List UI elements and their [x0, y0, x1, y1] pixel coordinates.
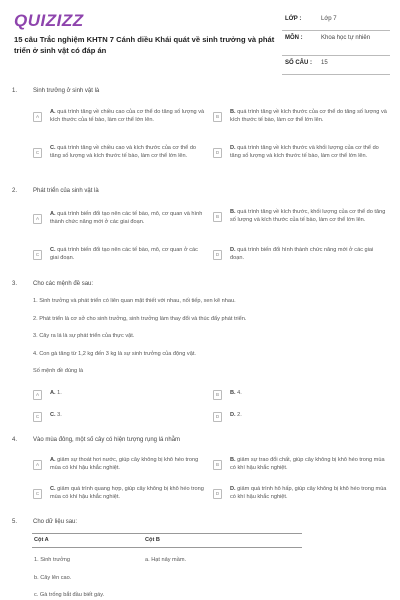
option-text: quá trình biến đổi hình thành chức năng mới ở các giai đoạn.: [230, 247, 374, 262]
meta-label: SỐ CÂU :: [285, 60, 312, 66]
option-box[interactable]: C: [33, 489, 42, 499]
table-cell: b. Cây lên cao.: [34, 575, 72, 581]
question-number: 3.: [12, 281, 18, 287]
question-number: 2.: [12, 188, 18, 194]
question-text: Vào mùa đông, một số cây có hiện tượng rụng lá nhằm: [33, 437, 181, 443]
question-number: 4.: [12, 437, 18, 443]
option-box[interactable]: B: [213, 212, 222, 222]
meta-value: Lớp 7: [321, 16, 337, 22]
question-number: 5.: [12, 519, 18, 525]
meta-row-subject: [282, 31, 390, 56]
option-text: quá trình tăng về kích thước và khối lượng của cơ thể do tăng số lượng và kích thước tế bào, làm cơ thể lớn lên.: [230, 145, 379, 160]
option-letter: B.: [230, 457, 236, 463]
option-letter: B.: [230, 390, 236, 396]
meta-row-count: [282, 56, 390, 75]
statement-3: 3. Cây ra lá là sự phát triển của thực vật.: [33, 333, 135, 339]
option-box[interactable]: A: [33, 214, 42, 224]
option-box[interactable]: D: [213, 489, 222, 499]
option-letter: C.: [50, 412, 56, 418]
option-box[interactable]: D: [213, 148, 222, 158]
option-box[interactable]: A: [33, 460, 42, 470]
option-letter: B.: [230, 209, 236, 215]
option-letter: C.: [50, 486, 56, 492]
question-text: Cho các mệnh đề sau:: [33, 281, 94, 287]
option-text: giảm sự thoát hơi nước, giúp cây không bị khô héo trong mùa có khí hậu khắc nghiệt.: [50, 457, 199, 472]
worksheet-title: 15 câu Trắc nghiệm KHTN 7 Cánh diều Khái quát về sinh trưởng và phát triển ở sinh vật có đáp án: [14, 35, 275, 55]
table-cell: 1. Sinh trưởng: [34, 557, 71, 563]
meta-row-class: [282, 12, 390, 31]
option-letter: C.: [50, 247, 56, 253]
option-text: giảm sự trao đổi chất, giúp cây không bị khô héo trong mùa có khí hậu khắc nghiệt.: [230, 457, 385, 472]
option-text: quá trình tăng về chiều cao của cơ thể do tăng số lượng và kích thước của tế bào, làm cơ thể lớn lên.: [50, 109, 205, 124]
option-letter: D.: [230, 412, 236, 418]
option-text: quá trình biến đổi tạo nên các tế bào, mô, cơ quan và hình thành chức năng mới ở các giai đoạn.: [50, 211, 203, 226]
table-divider: [32, 547, 302, 548]
table-header: Cột B: [145, 537, 160, 543]
option-text: 4.: [237, 390, 242, 396]
table-cell: c. Gà trống bắt đầu biết gáy.: [34, 592, 105, 598]
meta-label: LỚP :: [285, 16, 302, 22]
option-box[interactable]: B: [213, 390, 222, 400]
question-text: Phát triển của sinh vật là: [33, 188, 99, 194]
option-letter: B.: [230, 109, 236, 115]
option-box[interactable]: C: [33, 412, 42, 422]
option-text: quá trình tăng về kích thước của cơ thể do tăng số lượng và kích thước tế bào, làm cơ thể lớn lên.: [230, 109, 387, 124]
option-box[interactable]: C: [33, 250, 42, 260]
option-text: 1.: [57, 390, 62, 396]
option-letter: A.: [50, 211, 56, 217]
option-box[interactable]: A: [33, 112, 42, 122]
statement-2: 2. Phát triển là cơ sở cho sinh trưởng, sinh trưởng làm thay đổi và thúc đẩy phát triển.: [33, 316, 247, 322]
option-letter: A.: [50, 109, 56, 115]
option-text: quá trình tăng về chiều cao và kích thước của cơ thể do tăng số lượng và kích thước tế bào, làm cơ thể lớn lên.: [50, 145, 197, 160]
option-text: giảm quá trình quang hợp, giúp cây không bị khô héo trong mùa có khí hậu khắc nghiệt.: [50, 486, 204, 501]
option-letter: D.: [230, 486, 236, 492]
worksheet-meta: [282, 12, 390, 75]
question-text: Cho dữ liệu sau:: [33, 519, 78, 525]
option-text: 2.: [237, 412, 242, 418]
option-letter: A.: [50, 390, 56, 396]
worksheet-header: [0, 0, 400, 80]
statement-4: 4. Con gà tăng từ 1,2 kg đến 3 kg là sự sinh trưởng của động vật.: [33, 351, 196, 357]
option-text: quá trình tăng về kích thước, khối lượng của cơ thể do tăng số lượng và kích thước của tế bào, làm cơ thể lớn lên.: [230, 209, 386, 224]
option-letter: A.: [50, 457, 56, 463]
option-box[interactable]: B: [213, 112, 222, 122]
option-box[interactable]: A: [33, 390, 42, 400]
option-letter: D.: [230, 145, 236, 151]
question-number: 1.: [12, 88, 18, 94]
statement-1: 1. Sinh trưởng và phát triển có liên quan mật thiết với nhau, nối tiếp, xen kẽ nhau.: [33, 298, 236, 304]
option-letter: C.: [50, 145, 56, 151]
quizizz-logo[interactable]: QUIZIZZ: [14, 11, 84, 30]
question-text: Sinh trưởng ở sinh vật là: [33, 88, 100, 94]
option-text: 3.: [57, 412, 62, 418]
option-box[interactable]: D: [213, 412, 222, 422]
table-cell: a. Hạt nảy mầm.: [145, 557, 187, 563]
table-header: Cột A: [34, 537, 49, 543]
matching-table: [32, 533, 302, 598]
option-box[interactable]: D: [213, 250, 222, 260]
option-text: quá trình biến đổi tạo nên các tế bào, mô, cơ quan ở các giai đoạn.: [50, 247, 198, 262]
option-text: giảm quá trình hô hấp, giúp cây không bị khô héo trong mùa có khí hậu khắc nghiệt.: [230, 486, 387, 501]
meta-value: 15: [321, 60, 328, 66]
meta-value: Khoa học tự nhiên: [321, 35, 371, 41]
option-letter: D.: [230, 247, 236, 253]
option-box[interactable]: C: [33, 148, 42, 158]
option-box[interactable]: B: [213, 460, 222, 470]
question-prompt: Số mệnh đề đúng là: [33, 368, 84, 374]
meta-label: MÔN :: [285, 35, 303, 41]
